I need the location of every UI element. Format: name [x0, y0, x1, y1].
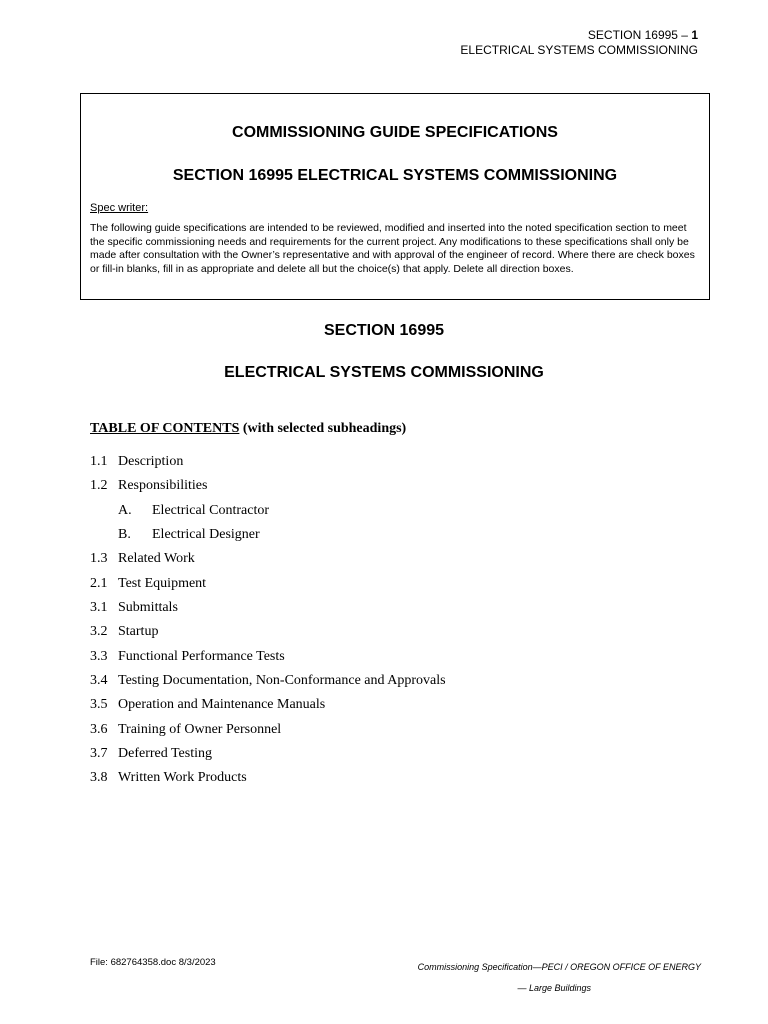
toc-item [90, 672, 446, 696]
toc-item [90, 769, 446, 793]
toc-item-number: 1.3 [90, 551, 108, 567]
toc-item-number: 3.6 [90, 721, 108, 737]
footer-org-line2: — Large Buildings [517, 983, 591, 993]
toc-item-number: 3.7 [90, 746, 108, 762]
spec-writer-box [80, 93, 710, 300]
toc-heading-label: TABLE OF CONTENTS [90, 421, 240, 436]
toc-item-number: 3.1 [90, 600, 108, 616]
footer-file-info: File: 682764358.doc 8/3/2023 [90, 957, 216, 968]
toc-item-label: Testing Documentation, Non-Conformance and Approvals [118, 673, 446, 689]
table-of-contents [90, 453, 446, 794]
toc-item-number: 3.4 [90, 673, 108, 689]
toc-item-label: Functional Performance Tests [118, 648, 285, 664]
footer-organization [418, 957, 701, 999]
section-title-heading: ELECTRICAL SYSTEMS COMMISSIONING [224, 364, 544, 381]
page-number: 1 [691, 28, 698, 42]
toc-subitem [90, 502, 446, 526]
toc-item [90, 623, 446, 647]
toc-item-label: Deferred Testing [118, 746, 213, 762]
spec-writer-label: Spec writer: [90, 202, 149, 214]
toc-item-label: Description [118, 454, 184, 469]
toc-item-number: B. [118, 527, 131, 543]
toc-heading-note: (with selected subheadings) [239, 421, 407, 436]
box-title-guide: COMMISSIONING GUIDE SPECIFICATIONS [232, 124, 558, 141]
footer-org-line1: Commissioning Specification—PECI / OREGON OFFICE OF ENERGY [417, 962, 701, 972]
toc-item [90, 745, 446, 769]
toc-item-number: 3.2 [90, 624, 108, 640]
toc-item-number: 1.2 [90, 478, 108, 494]
toc-item [90, 575, 446, 599]
toc-item-label: Training of Owner Personnel [118, 721, 282, 737]
header-section-line [460, 28, 698, 43]
toc-item-number: 3.3 [90, 648, 108, 664]
toc-item [90, 550, 446, 574]
toc-item-label: Startup [118, 624, 159, 640]
toc-item [90, 599, 446, 623]
toc-item-number: 3.8 [90, 770, 108, 786]
toc-item-label: Operation and Maintenance Manuals [118, 697, 326, 713]
page-header [460, 28, 698, 58]
toc-item-number: 1.1 [90, 454, 108, 469]
toc-item-label: Submittals [118, 600, 178, 616]
header-section-label: SECTION 16995 – [587, 28, 692, 42]
toc-item-label: Test Equipment [118, 575, 207, 591]
toc-heading [90, 421, 406, 437]
toc-item-label: Written Work Products [118, 770, 247, 786]
section-number-heading: SECTION 16995 [323, 322, 445, 339]
box-title-section: SECTION 16995 ELECTRICAL SYSTEMS COMMISSIONING [172, 167, 618, 184]
toc-item-number: 2.1 [90, 575, 108, 591]
toc-item [90, 477, 446, 501]
toc-item [90, 721, 446, 745]
toc-item-label: Related Work [118, 551, 195, 567]
toc-item [90, 696, 446, 720]
toc-subitem [90, 526, 446, 550]
spec-writer-text: The following guide specifications are intended to be reviewed, modified and inserted into the noted specification section to meet the specific commissioning needs and requirements for the current project. Any modifications to these specifications shall only be made after consultation with the Owner’s representative and with approval of the engineer of record. Where there are check boxes or fill-in blanks, fill in as appropriate and delete all but the choice(s) that apply. Delete all direction boxes. [90, 222, 695, 275]
header-subtitle: ELECTRICAL SYSTEMS COMMISSIONING [460, 43, 698, 57]
toc-item-label: Responsibilities [118, 478, 208, 494]
toc-item [90, 648, 446, 672]
toc-item [90, 453, 446, 477]
toc-item-number: A. [118, 502, 132, 518]
toc-item-label: Electrical Designer [152, 527, 260, 543]
toc-item-number: 3.5 [90, 697, 108, 713]
toc-item-label: Electrical Contractor [152, 502, 269, 518]
